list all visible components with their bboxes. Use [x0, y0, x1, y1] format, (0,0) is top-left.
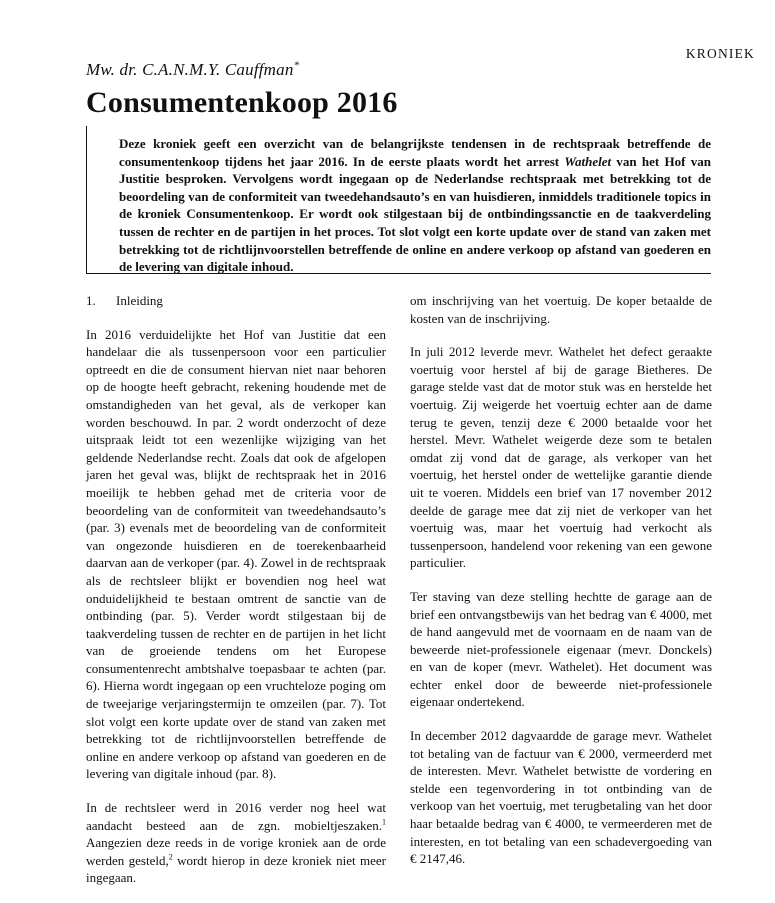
- right-column: [410, 292, 712, 884]
- paragraph-text: wordt hierop in deze kroniek niet meer ingegaan.: [86, 852, 386, 886]
- paragraph-text: In de rechtsleer werd in 2016 verder nog heel wat aandacht besteed aan de zgn. mobieltjeszaken.: [86, 800, 386, 833]
- paragraph-text: Aangezien deze reeds in de vorige kroniek aan de orde werden gesteld,: [86, 835, 386, 868]
- author-line: [86, 60, 299, 80]
- article-title: Consumentenkoop 2016: [86, 86, 398, 119]
- paragraph: In 2016 verduidelijkte het Hof van Justitie dat een handelaar die als tussenpersoon voor een particulier optreedt en die de consument hiervan niet naar behoren op de hoogte heeft gebracht, rekening houdende met de omstandigheden van het geval, als de verkoper kan worden beschouwd. In par. 2 wordt onderzocht of deze uitspraak leidt tot een wezenlijke wijziging van het geldende Nederlandse recht. Zoals dat ook de afgelopen jaren het geval was, blijkt de rechtspraak het in 2016 moeilijk te hebben gehad met de criteria voor de beoordeling van de conformiteit van tweedehandsauto’s (par. 3) evenals met de beoordeling van de conformiteit van ongezonde huisdieren en de toerekenbaarheid daarvan aan de verkoper (par. 4). Zowel in de rechtspraak als de rechtsleer blijkt er bovendien nog heel wat onduidelijkheid te bestaan omtrent de sanctie van de ontbinding (par. 5). Verder wordt stilgestaan bij de taakverdeling tussen de rechter en de partijen in het licht van de groeiende tendens om het Europese consumentenrecht ambtshalve toepasbaar te achten (par. 6). Hierna wordt ingegaan op een vruchteloze poging om de tweejarige verjaringstermijn te omzeilen (par. 7). Tot slot volgt een korte update over de stand van zaken met betrekking tot de richtlijnvoorstellen betreffende de online en andere verkoop op afstand van goederen en de levering van digitale inhoud (par. 8).: [86, 326, 386, 782]
- abstract-text-2: van het Hof van Justitie besproken. Vervolgens wordt ingegaan op de Nederlandse rechtspraak met betrekking tot de beoordeling van de conformiteit van tweedehandsauto’s en van huisdieren, inmiddels traditionele topics in de kroniek Consumentenkoop. Er wordt ook stilgestaan bij de ontbindingssanctie en de taakverdeling tussen de rechter en de partijen in het proces. Tot slot volgt een korte update over de stand van zaken met betrekking tot de richtlijnvoorstellen betreffende de online en andere verkoop op afstand van goederen en de levering van digitale inhoud.: [119, 153, 711, 275]
- author-footnote-mark[interactable]: *: [293, 59, 300, 72]
- abstract: [86, 126, 711, 274]
- paragraph: In december 2012 dagvaardde de garage mevr. Wathelet tot betaling van de factuur van € 2000, vermeerderd met de interesten. Mevr. Wathelet betwistte de vordering en stelde een tegenvordering in tot ontbinding van de verkoop van het voertuig, met terugbetaling van het door haar betaalde bedrag van € 4000, te vermeerderen met de interesten, en tot betaling van een schadevergoeding van € 2147,46.: [410, 728, 712, 867]
- left-column: [86, 292, 386, 903]
- section-label: KRONIEK: [685, 46, 755, 61]
- section-heading: [86, 292, 386, 310]
- paragraph: om inschrijving van het voertuig. De koper betaalde de kosten van de inschrijving.: [410, 293, 712, 326]
- footnote-ref-1[interactable]: 1: [382, 817, 386, 827]
- footnote-ref-2[interactable]: 2: [168, 852, 173, 862]
- author-name: Mw. dr. C.A.N.M.Y. Cauffman: [86, 60, 294, 79]
- paragraph: [86, 799, 386, 887]
- section-number: 1.: [86, 293, 96, 308]
- paragraph: Ter staving van deze stelling hechtte de garage aan de brief een ontvangstbewijs van het bedrag van € 4000, met de hand aangevuld met de voornaam en de naam van de beweerde niet-professionele eigenaar (mevr. Donckels) en van de koper (mevr. Wathelet). Het document was echter enkel door de beweerde niet-professionele eigenaar ondertekend.: [410, 588, 712, 710]
- paragraph: In juli 2012 leverde mevr. Wathelet het defect geraakte voertuig voor herstel af bij de garage Bietheres. De garage stelde vast dat de motor stuk was en herstelde het voertuig. Zij weigerde het voertuig echter aan de dame terug te geven, tenzij deze € 2000 betaalde voor het herstel. Mevr. Wathelet weigerde deze som te betalen omdat zij vond dat de garage, als verkoper van het voertuig, het herstel onder de wettelijke garantie diende uit te voeren. Middels een brief van 17 november 2012 deelde de garage mee dat zij niet de verkoper van het voertuig was, maar het voertuig had verkocht als tussenpersoon, handelend voor rekening van een gewone particulier.: [410, 344, 712, 571]
- abstract-case-name: Wathelet: [564, 153, 612, 169]
- abstract-text-1: Deze kroniek geeft een overzicht van de belangrijkste tendensen in de rechtspraak betreffende de consumentenkoop tijdens het jaar 2016. In de eerste plaats wordt het arrest: [119, 136, 711, 169]
- section-title: Inleiding: [116, 293, 163, 308]
